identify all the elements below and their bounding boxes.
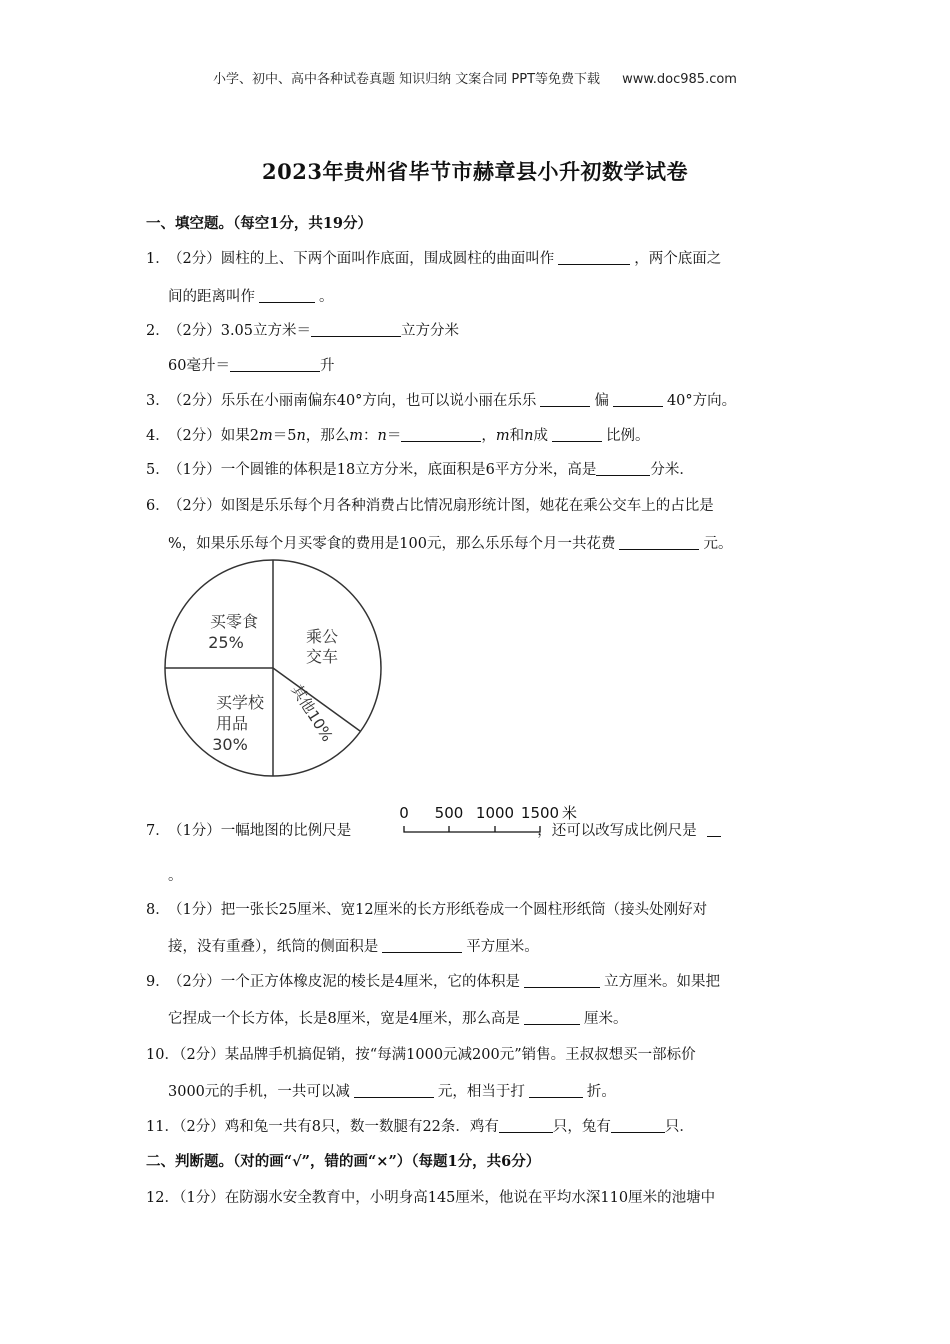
question-2-cont: 60毫升＝ 升 <box>168 358 335 374</box>
page-header <box>0 68 950 87</box>
answer-blank[interactable] <box>499 1118 553 1133</box>
scale-tick-label: 1500 <box>520 804 560 822</box>
answer-blank[interactable] <box>230 357 320 372</box>
answer-blank[interactable] <box>540 392 590 407</box>
question-1-cont: 间的距离叫作 。 <box>168 289 334 305</box>
question-7-cont: 。 <box>168 868 183 884</box>
question-9: 9．（2分）一个正方体橡皮泥的棱长是4厘米，它的体积是 立方厘米。如果把 <box>146 974 720 990</box>
scale-tick-label: 500 <box>434 804 464 822</box>
answer-blank[interactable] <box>707 822 721 837</box>
pie-label-bus: 乘公 <box>305 627 339 646</box>
answer-blank[interactable] <box>311 322 401 337</box>
question-4: 4．（2分）如果2m＝5n，那么m：n＝ ，m和n成 比例。 <box>146 428 650 444</box>
pie-label-school: 买学校 <box>215 693 265 712</box>
question-11: 11．（2分）鸡和兔一共有8只，数一数腿有22条．鸡有 只，兔有 只． <box>146 1119 694 1135</box>
question-8: 8．（1分）把一张长25厘米、宽12厘米的长方形纸卷成一个圆柱形纸筒（接头处刚好对 <box>146 902 708 918</box>
consumption-pie-chart <box>160 558 390 783</box>
question-10-cont: 3000元的手机，一共可以减 元，相当于打 折。 <box>168 1084 616 1100</box>
question-10: 10．（2分）某品牌手机搞促销，按“每满1000元减200元”销售。王叔叔想买一部标价 <box>146 1047 696 1063</box>
question-9-cont: 它捏成一个长方体，长是8厘米，宽是4厘米，那么高是 厘米。 <box>168 1011 628 1027</box>
answer-blank[interactable] <box>354 1083 434 1098</box>
answer-blank[interactable] <box>382 938 462 953</box>
pie-value-school: 30% <box>212 735 248 754</box>
header-url[interactable]: www.doc985.com <box>622 72 737 87</box>
answer-blank[interactable] <box>401 427 481 442</box>
scale-tick-label: 1000 <box>475 804 515 822</box>
question-3: 3．（2分）乐乐在小丽南偏东40°方向，也可以说小丽在乐乐 偏 40°方向。 <box>146 393 737 409</box>
scale-line <box>404 826 540 832</box>
answer-blank[interactable] <box>596 461 650 476</box>
answer-blank[interactable] <box>529 1083 583 1098</box>
header-text: 小学、初中、高中各种试卷真题 知识归纳 文案合同 PPT等免费下载 <box>213 72 601 87</box>
pie-label-school-2: 用品 <box>215 714 249 733</box>
answer-blank[interactable] <box>524 973 600 988</box>
question-1: 1．（2分）圆柱的上、下两个面叫作底面，围成圆柱的曲面叫作 ，两个底面之 <box>146 251 722 267</box>
answer-blank[interactable] <box>619 535 699 550</box>
question-6: 6．（2分）如图是乐乐每个月各种消费占比情况扇形统计图，她花在乘公交车上的占比是 <box>146 498 714 514</box>
question-6-cont: %，如果乐乐每个月买零食的费用是100元，那么乐乐每个月一共花费 元。 <box>168 536 733 552</box>
answer-blank[interactable] <box>259 288 315 303</box>
question-12: 12．（1分）在防溺水安全教育中，小明身高145厘米，他说在平均水深110厘米的池塘中 <box>146 1190 716 1206</box>
pie-value-snack: 25% <box>208 633 244 652</box>
pie-label-other: 其他10% <box>287 681 337 745</box>
answer-blank[interactable] <box>552 427 602 442</box>
pie-label-bus-2: 交车 <box>305 647 339 666</box>
answer-blank[interactable] <box>613 392 663 407</box>
section-heading-true-false: 二、判断题。（对的画“√”，错的画“×”）（每题1分，共6分） <box>146 1153 541 1170</box>
question-5: 5．（1分）一个圆锥的体积是18立方分米，底面积是6平方分米，高是 分米． <box>146 462 694 478</box>
pie-label-snack: 买零食 <box>209 612 259 631</box>
answer-blank[interactable] <box>524 1010 580 1025</box>
scale-unit: 米 <box>562 804 578 822</box>
question-2: 2．（2分）3.05立方米＝ 立方分米 <box>146 323 460 339</box>
question-8-cont: 接，没有重叠），纸筒的侧面积是 平方厘米。 <box>168 939 539 955</box>
section-heading-fill-blank: 一、填空题。（每空1分，共19分） <box>146 215 373 232</box>
answer-blank[interactable] <box>558 250 630 265</box>
answer-blank[interactable] <box>611 1118 665 1133</box>
scale-tick-label: 0 <box>399 804 409 822</box>
page-title: 2023年贵州省毕节市赫章县小升初数学试卷 <box>262 159 688 184</box>
scale-bar <box>395 802 595 838</box>
question-7: 7．（1分）一幅地图的比例尺是 ，还可以改写成比例尺是 <box>146 819 725 840</box>
